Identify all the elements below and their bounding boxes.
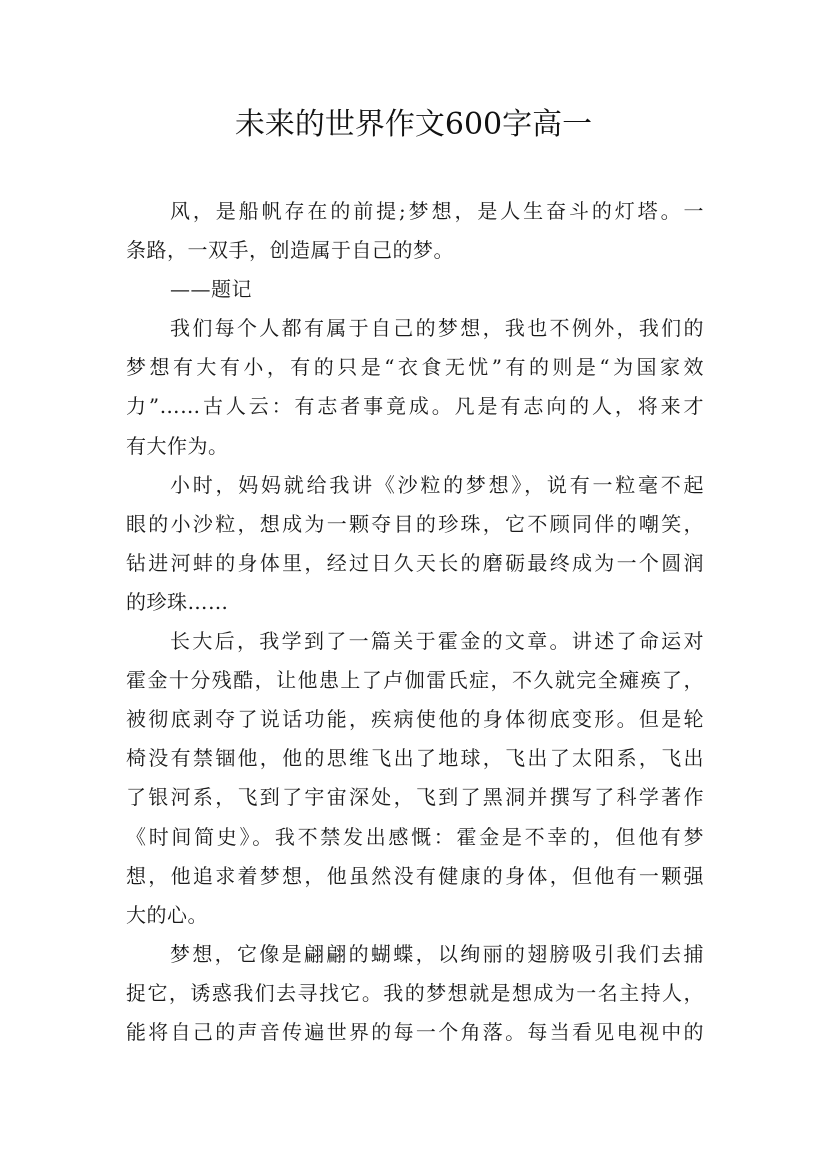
text-line: 了银河系，飞到了宇宙深处，飞到了黑洞并撰写了科学著作 <box>126 785 704 810</box>
text-line: 梦想有大有小，有的只是“衣食无忧”有的则是“为国家效 <box>126 355 704 380</box>
document-body <box>126 192 704 1052</box>
text-line: 力”……古人云：有志者事竟成。凡是有志向的人，将来才 <box>126 394 704 419</box>
text-line: 梦想，它像是翩翩的蝴蝶，以绚丽的翅膀吸引我们去捕 <box>170 941 704 966</box>
text-line: 霍金十分残酷，让他患上了卢伽雷氏症，不久就完全瘫痪了， <box>126 668 704 693</box>
document-title: 未来的世界作文600字高一 <box>234 107 593 142</box>
text-line: 钻进河蚌的身体里，经过日久天长的磨砺最终成为一个圆润 <box>126 550 704 575</box>
text-line: 有大作为。 <box>126 433 229 458</box>
text-line: 眼的小沙粒，想成为一颗夺目的珍珠，它不顾同伴的嘲笑， <box>126 511 704 536</box>
text-line: 小时，妈妈就给我讲《沙粒的梦想》，说有一粒毫不起 <box>170 472 704 497</box>
text-line: 椅没有禁锢他，他的思维飞出了地球，飞出了太阳系，飞出 <box>126 746 704 771</box>
text-line: 条路，一双手，创造属于自己的梦。 <box>126 238 454 263</box>
text-line: 我们每个人都有属于自己的梦想，我也不例外，我们的 <box>170 316 704 341</box>
text-line: 风，是船帆存在的前提;梦想，是人生奋斗的灯塔。一 <box>170 199 704 223</box>
text-line: 大的心。 <box>126 902 208 927</box>
text-line: 《时间简史》。我不禁发出感慨：霍金是不幸的，但他有梦 <box>126 824 704 849</box>
text-line: 能将自己的声音传遍世界的每一个角落。每当看见电视中的 <box>126 1019 704 1044</box>
text-line: 长大后，我学到了一篇关于霍金的文章。讲述了命运对 <box>170 629 704 654</box>
text-line: 捉它，诱惑我们去寻找它。我的梦想就是想成为一名主持人， <box>126 980 704 1005</box>
text-line: ——题记 <box>170 277 252 302</box>
text-line: 想，他追求着梦想，他虽然没有健康的身体，但他有一颗强 <box>126 863 704 888</box>
text-line: 被彻底剥夺了说话功能，疾病使他的身体彻底变形。但是轮 <box>126 707 704 732</box>
text-line: 的珍珠…… <box>126 589 229 614</box>
